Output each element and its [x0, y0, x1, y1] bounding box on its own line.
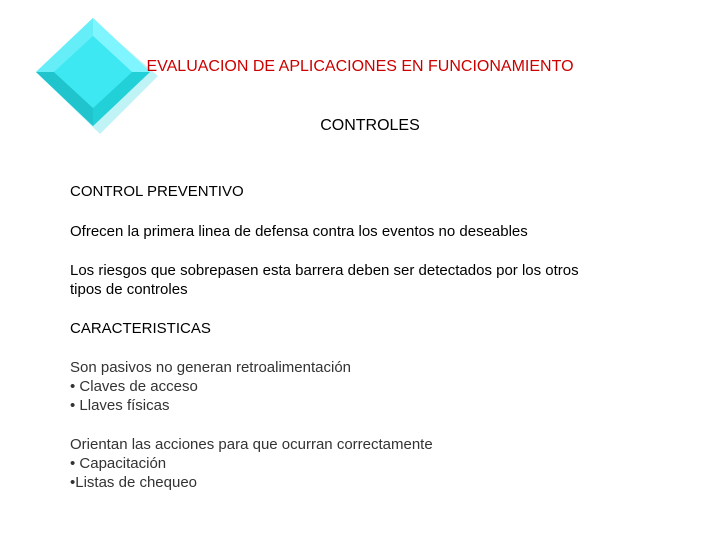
- paragraph-riesgos-line-2: tipos de controles: [70, 281, 188, 298]
- list-item: • Llaves físicas: [70, 397, 170, 414]
- list-item: •Listas de chequeo: [70, 474, 198, 491]
- list-item: Orientan las acciones para que ocurran correctamente: [70, 436, 433, 453]
- list-orientan: [70, 435, 680, 492]
- list-item: • Claves de acceso: [70, 378, 198, 395]
- list-item: • Capacitación: [70, 455, 167, 472]
- slide-subtitle: CONTROLES: [320, 117, 420, 134]
- slide-title: EVALUACION DE APLICACIONES EN FUNCIONAMIENTO: [146, 58, 574, 75]
- paragraph-riesgos: [70, 261, 680, 299]
- paragraph-defensa: Ofrecen la primera linea de defensa contra los eventos no deseables: [70, 223, 528, 240]
- paragraph-riesgos-line-1: Los riesgos que sobrepasen esta barrera deben ser detectados por los otros: [70, 262, 579, 279]
- heading-control-preventivo: CONTROL PREVENTIVO: [70, 183, 244, 200]
- heading-caracteristicas: CARACTERISTICAS: [70, 320, 211, 337]
- list-item: Son pasivos no generan retroalimentación: [70, 359, 352, 376]
- list-pasivos: [70, 358, 680, 415]
- slide-content: [70, 182, 680, 492]
